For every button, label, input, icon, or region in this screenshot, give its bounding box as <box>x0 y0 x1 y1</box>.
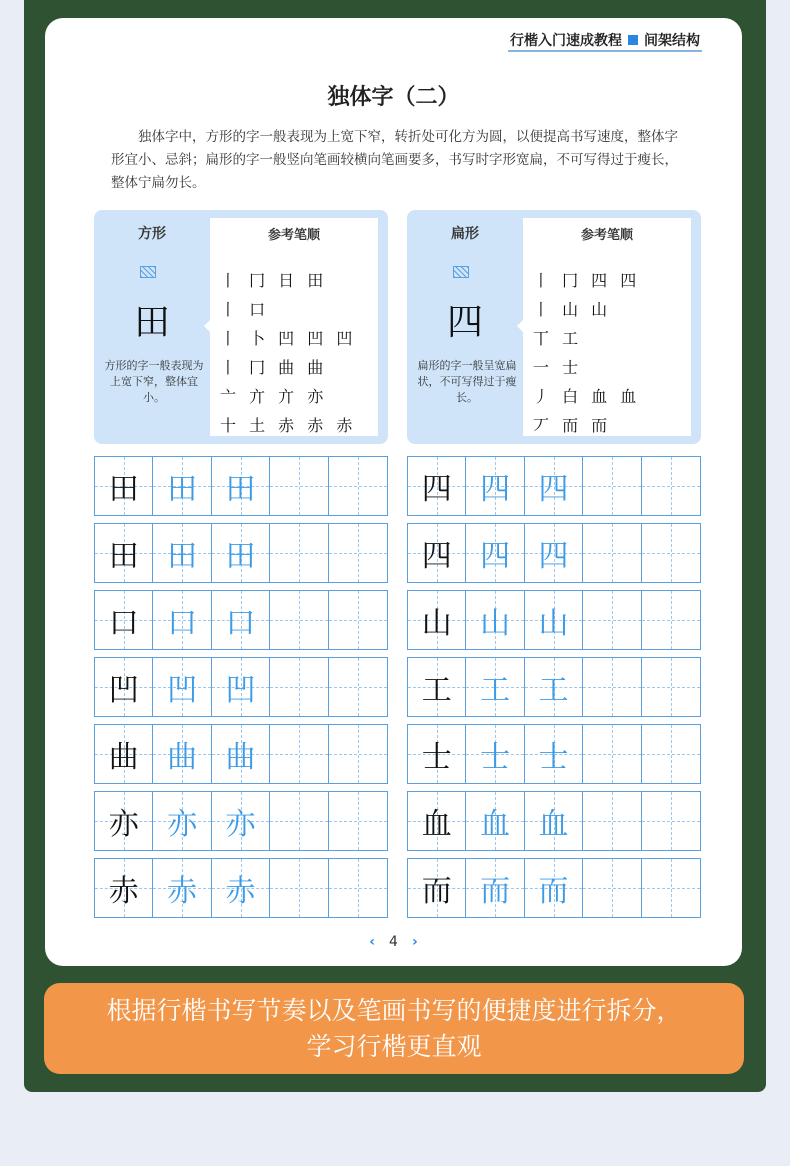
example-character: 田 <box>133 302 170 343</box>
blank-practice-cell[interactable] <box>642 457 700 515</box>
trace-character: 血 <box>538 807 569 842</box>
practice-row <box>407 657 701 717</box>
shape-description: 扁形的字一般呈宽扁状，不可写得过于瘦长。 <box>417 359 517 404</box>
hatched-shape-icon <box>453 266 469 278</box>
trace-character: 田 <box>167 539 198 574</box>
trace-character-cell <box>153 859 211 917</box>
shape-card-left <box>94 210 388 444</box>
trace-character: 工 <box>538 673 569 708</box>
blank-practice-cell[interactable] <box>583 725 641 783</box>
stroke-list <box>533 266 640 440</box>
model-character-cell <box>95 457 153 515</box>
next-page-icon[interactable]: › <box>411 934 418 950</box>
blank-practice-cell[interactable] <box>642 524 700 582</box>
trace-character-cell <box>212 591 270 649</box>
shape-label: 扁形 <box>451 226 479 242</box>
trace-character: 而 <box>538 874 569 909</box>
prev-page-icon[interactable]: ‹ <box>369 934 376 950</box>
trace-character: 山 <box>538 606 569 641</box>
stroke-order-line: 丆 而 而 <box>533 416 612 435</box>
stroke-order-line: 丨 冂 日 田 <box>220 271 328 290</box>
trace-character-cell <box>153 524 211 582</box>
blank-practice-cell[interactable] <box>583 524 641 582</box>
trace-character: 而 <box>480 874 511 909</box>
trace-character-cell <box>525 725 583 783</box>
trace-character: 田 <box>167 472 198 507</box>
model-character: 士 <box>421 740 452 775</box>
blank-practice-cell[interactable] <box>270 658 328 716</box>
trace-character: 田 <box>225 472 256 507</box>
stroke-order-panel <box>523 218 691 436</box>
trace-character: 四 <box>538 472 569 507</box>
banner-line-1: 根据行楷书写节奏以及笔画书写的便捷度进行拆分， <box>106 996 682 1025</box>
stroke-order-line: 丨 山 山 <box>533 300 612 319</box>
model-character: 山 <box>421 606 452 641</box>
trace-character-cell <box>466 792 524 850</box>
pagination <box>45 934 742 950</box>
trace-character: 工 <box>480 673 511 708</box>
blank-practice-cell[interactable] <box>642 792 700 850</box>
blank-practice-cell[interactable] <box>270 457 328 515</box>
stroke-order-panel <box>210 218 378 436</box>
blank-practice-cell[interactable] <box>329 792 387 850</box>
trace-character: 山 <box>480 606 511 641</box>
promo-banner <box>44 983 744 1074</box>
trace-character-cell <box>153 725 211 783</box>
trace-character-cell <box>153 792 211 850</box>
trace-character: 赤 <box>167 874 198 909</box>
trace-character-cell <box>212 457 270 515</box>
blank-practice-cell[interactable] <box>583 792 641 850</box>
model-character: 工 <box>421 673 452 708</box>
trace-character-cell <box>466 725 524 783</box>
square-bullet-icon <box>628 35 638 45</box>
stroke-order-line: 丅 工 <box>533 329 583 348</box>
trace-character-cell <box>466 457 524 515</box>
trace-character-cell <box>525 457 583 515</box>
practice-row <box>407 590 701 650</box>
trace-character-cell <box>466 859 524 917</box>
stroke-order-line: 丨 冂 曲 曲 <box>220 358 328 377</box>
hatched-shape-icon <box>140 266 156 278</box>
practice-row <box>407 858 701 918</box>
model-character-cell <box>408 457 466 515</box>
practice-row <box>94 791 388 851</box>
banner-line-2: 学习行楷更直观 <box>306 1032 482 1061</box>
model-character: 凹 <box>108 673 139 708</box>
trace-character-cell <box>525 591 583 649</box>
shape-description: 方形的字一般表现为上宽下窄，整体宜小。 <box>104 359 204 404</box>
model-character-cell <box>95 859 153 917</box>
trace-character-cell <box>212 725 270 783</box>
trace-character: 凹 <box>225 673 256 708</box>
trace-character: 曲 <box>167 740 198 775</box>
trace-character: 亦 <box>167 807 198 842</box>
trace-character: 曲 <box>225 740 256 775</box>
model-character: 血 <box>421 807 452 842</box>
model-character-cell <box>95 524 153 582</box>
stroke-order-line: 丨 卜 凹 凹 凹 <box>220 329 357 348</box>
blank-practice-cell[interactable] <box>583 457 641 515</box>
stroke-order-line: 一 士 <box>533 358 583 377</box>
trace-character-cell <box>212 792 270 850</box>
trace-character: 四 <box>480 539 511 574</box>
practice-row <box>94 590 388 650</box>
blank-practice-cell[interactable] <box>270 725 328 783</box>
model-character-cell <box>408 859 466 917</box>
blank-practice-cell[interactable] <box>329 524 387 582</box>
trace-character-cell <box>153 658 211 716</box>
model-character: 赤 <box>108 874 139 909</box>
blank-practice-cell[interactable] <box>642 658 700 716</box>
trace-character-cell <box>525 859 583 917</box>
trace-character-cell <box>525 524 583 582</box>
model-character-cell <box>408 524 466 582</box>
practice-row <box>407 523 701 583</box>
stroke-order-line: 丨 口 <box>220 300 270 319</box>
blank-practice-cell[interactable] <box>642 859 700 917</box>
trace-character: 四 <box>480 472 511 507</box>
intro-paragraph: 独体字中，方形的字一般表现为上宽下窄，转折处可化方为圆，以便提高书写速度，整体字形宜小、忌斜；扁形的字一般竖向笔画较横向笔画要多，书写时字形宽扁，不可写得过于瘦长，整体宁扁勿长。 <box>111 129 678 191</box>
stroke-order-line: 十 土 赤 赤 赤 <box>220 416 357 435</box>
practice-row <box>94 724 388 784</box>
practice-row <box>407 456 701 516</box>
trace-character: 士 <box>538 740 569 775</box>
blank-practice-cell[interactable] <box>583 859 641 917</box>
model-character-cell <box>408 591 466 649</box>
stroke-order-header: 参考笔顺 <box>267 228 320 243</box>
trace-character: 凹 <box>167 673 198 708</box>
trace-character-cell <box>466 524 524 582</box>
blank-practice-cell[interactable] <box>329 591 387 649</box>
model-character-cell <box>95 792 153 850</box>
blank-practice-cell[interactable] <box>642 591 700 649</box>
trace-character: 血 <box>480 807 511 842</box>
model-character: 田 <box>108 539 139 574</box>
page-header <box>508 30 702 52</box>
trace-character-cell <box>212 524 270 582</box>
section-title: 间架结构 <box>644 33 700 49</box>
trace-character-cell <box>466 591 524 649</box>
blank-practice-cell[interactable] <box>583 591 641 649</box>
trace-character-cell <box>466 658 524 716</box>
blank-practice-cell[interactable] <box>329 658 387 716</box>
trace-character: 士 <box>480 740 511 775</box>
model-character: 曲 <box>108 740 139 775</box>
trace-character-cell <box>212 658 270 716</box>
stroke-order-header: 参考笔顺 <box>580 228 633 243</box>
model-character-cell <box>408 658 466 716</box>
page-title: 独体字（二） <box>327 85 460 110</box>
trace-character-cell <box>153 457 211 515</box>
model-character: 四 <box>421 472 452 507</box>
blank-practice-cell[interactable] <box>270 792 328 850</box>
trace-character-cell <box>525 658 583 716</box>
practice-row <box>407 791 701 851</box>
example-character: 四 <box>446 302 483 343</box>
book-title: 行楷入门速成教程 <box>510 33 622 49</box>
trace-character: 赤 <box>225 874 256 909</box>
stroke-order-line: 丨 冂 四 四 <box>533 271 641 290</box>
blank-practice-cell[interactable] <box>329 859 387 917</box>
practice-row <box>94 523 388 583</box>
trace-character: 亦 <box>225 807 256 842</box>
model-character: 而 <box>421 874 452 909</box>
blank-practice-cell[interactable] <box>329 725 387 783</box>
trace-character: 口 <box>225 606 256 641</box>
shape-label: 方形 <box>138 226 166 242</box>
trace-character: 田 <box>225 539 256 574</box>
practice-row <box>94 858 388 918</box>
trace-character-cell <box>212 859 270 917</box>
model-character: 亦 <box>108 807 139 842</box>
model-character: 四 <box>421 539 452 574</box>
model-character: 田 <box>108 472 139 507</box>
blank-practice-cell[interactable] <box>329 457 387 515</box>
stroke-order-line: 亠 亣 亣 亦 <box>220 387 328 406</box>
model-character-cell <box>95 591 153 649</box>
stroke-order-line: 丿 白 血 血 <box>533 387 641 406</box>
model-character-cell <box>408 725 466 783</box>
practice-row <box>94 456 388 516</box>
blank-practice-cell[interactable] <box>270 524 328 582</box>
practice-row <box>94 657 388 717</box>
blank-practice-cell[interactable] <box>642 725 700 783</box>
model-character-cell <box>408 792 466 850</box>
blank-practice-cell[interactable] <box>583 658 641 716</box>
trace-character: 口 <box>167 606 198 641</box>
stroke-list <box>220 266 356 440</box>
practice-row <box>407 724 701 784</box>
model-character: 口 <box>108 606 139 641</box>
blank-practice-cell[interactable] <box>270 591 328 649</box>
trace-character-cell <box>153 591 211 649</box>
blank-practice-cell[interactable] <box>270 859 328 917</box>
trace-character: 四 <box>538 539 569 574</box>
model-character-cell <box>95 658 153 716</box>
shape-card-right <box>407 210 701 444</box>
workbook-page <box>45 18 742 966</box>
page-number: 4 <box>389 934 398 950</box>
model-character-cell <box>95 725 153 783</box>
trace-character-cell <box>525 792 583 850</box>
